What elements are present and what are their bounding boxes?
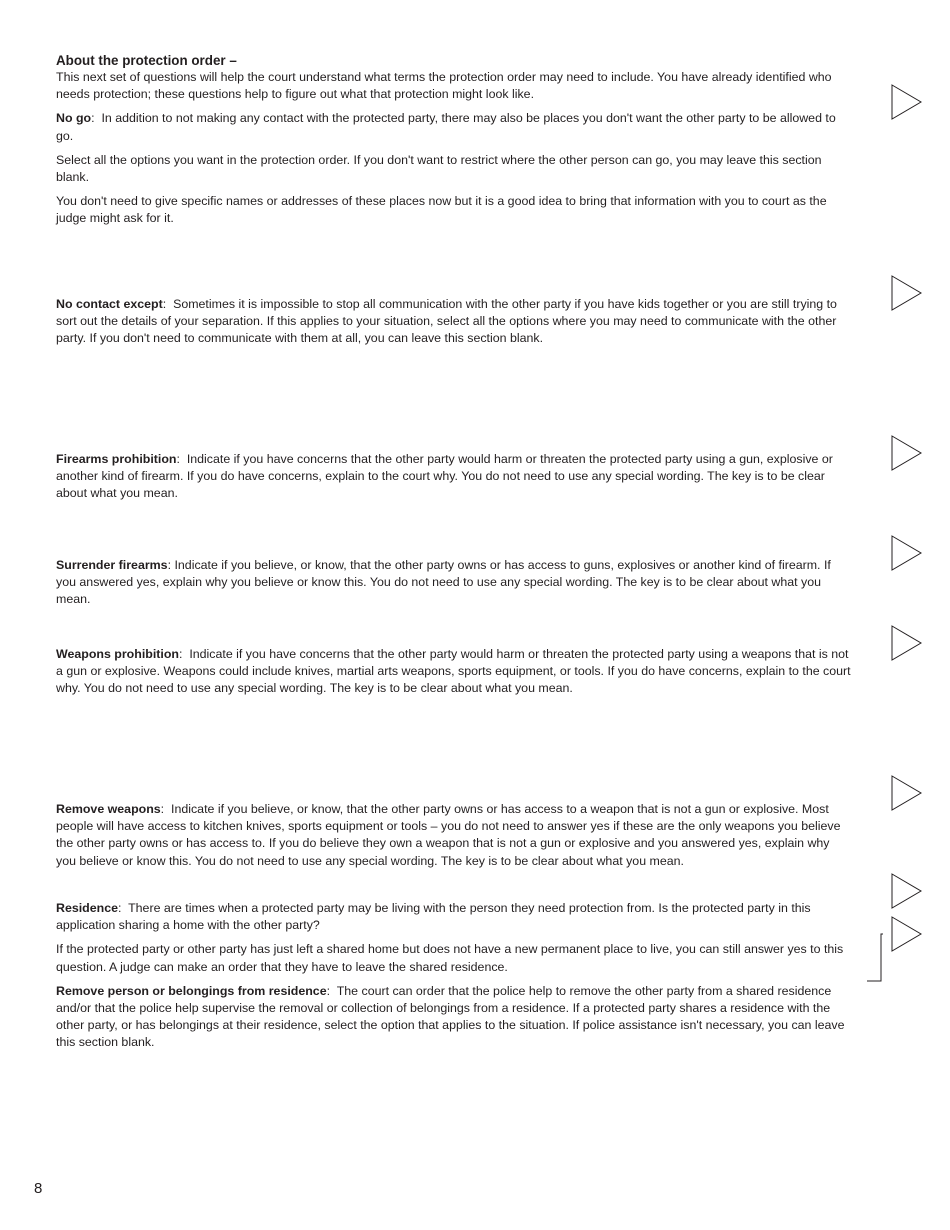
- remove-weapons-label: Remove weapons: [56, 802, 161, 816]
- no-contact-text: Sometimes it is impossible to stop all communication with the other party if you have kids together or you are still trying to sort out the details of your separation. If this applies to your situation, select all the options where you may need to communicate with the other party. If you don't need to communicate with them at all, you can leave this section blank.: [56, 297, 837, 346]
- no-go-p2: Select all the options you want in the protection order. If you don't want to restrict where the other person can go, you may leave this section blank.: [56, 152, 822, 185]
- about-section: [56, 53, 852, 235]
- no-contact-section: No contact except: Sometimes it is impossible to stop all communication with the other party if you have kids together or you are still trying to sort out the details of your separation. If this applies to your situation, select all the options where you may need to communicate with the other party. If you don't need to communicate with them at all, you can leave this section blank.: [56, 297, 837, 346]
- about-intro: This next set of questions will help the court understand what terms the protection order may need to include. You have already identified who needs protection; these questions help to figure out what that protection might look like.: [56, 70, 832, 102]
- residence-p2: If the protected party or other party has just left a shared home but does not have a new permanent place to live, you can still answer yes to this question. A judge can make an order that they have to leave the shared residence.: [56, 942, 844, 974]
- remove-weapons-section: Remove weapons: Indicate if you believe, or know, that the other party owns or has access to a weapon that is not a gun or explosive. Most people will have access to kitchen knives, sports equipment or tools – you do not need to answer yes if these are the only weapons you believe the other party owns or has access to. If you do believe they own a weapon that is not a gun or explosive and you answered yes, explain why you believe or know this. You do not need to use any special wording. The key is to be clear about what you mean.: [56, 802, 841, 868]
- weapons-text: Indicate if you have concerns that the other party would harm or threaten the protected party using a weapons that is not a gun or explosive. Weapons could include knives, martial arts weapons, sports equipment, or tools. If you do have concerns, explain to the court why. You do not need to use any special wording. The key is to be clear about what you mean.: [56, 647, 851, 696]
- residence-label: Residence: [56, 901, 118, 915]
- weapons-section: Weapons prohibition: Indicate if you have concerns that the other party would harm or threaten the protected party using a weapons that is not a gun or explosive. Weapons could include knives, martial arts weapons, sports equipment, or tools. If you do have concerns, explain to the court why. You do not need to use any special wording. The key is to be clear about what you mean.: [56, 647, 851, 696]
- next-arrow-residence[interactable]: [891, 873, 923, 909]
- next-arrow-firearms[interactable]: [891, 435, 923, 471]
- next-arrow-remove-weapons[interactable]: [891, 775, 923, 811]
- remove-person-label: Remove person or belongings from residence: [56, 983, 327, 998]
- firearms-label: Firearms prohibition: [56, 452, 177, 466]
- no-go-p3: You don't need to give specific names or addresses of these places now but it is a good idea to bring that information with you to court as the judge might ask for it.: [56, 194, 827, 226]
- next-arrow-surrender[interactable]: [891, 535, 923, 571]
- next-arrow-no-go[interactable]: [891, 84, 923, 120]
- next-arrow-remove-person[interactable]: [891, 916, 923, 952]
- weapons-label: Weapons prohibition: [56, 647, 179, 661]
- firearms-section: Firearms prohibition: Indicate if you have concerns that the other party would harm or threaten the protected party using a gun, explosive or another kind of firearm. If you do have concerns, explain to the court why. You do not need to use any special wording. The key is to be clear about what you mean.: [56, 452, 833, 501]
- remove-person-text: The court can order that the police help to remove the other party from a shared residence and/or that the police help supervise the removal or collection of belongings from a residence. If a protected party shares a residence with the other party, or has belongings at their residence, select the option that applies to the situation. If police assistance isn't necessary, you can leave this section blank.: [56, 983, 845, 1050]
- no-contact-label: No contact except: [56, 297, 163, 311]
- no-go-text: In addition to not making any contact with the protected party, there may also be places you don't want the other party to be allowed to go.: [56, 111, 836, 143]
- connector-bracket: [866, 933, 884, 983]
- residence-section: Residence: There are times when a protected party may be living with the person they need protection from. Is the protected party in this application sharing a home with the other party? If the protected party or other party has just left a shared home but does not have a new permanent place to live, you can still answer yes to this question. A judge can make an order that they have to leave the shared residence. Remove person or belongings from residence: The court can order that the police help to remove the other party from a shared residence and/or that the police help supervise the removal or collection of belongings from a residence. If a protected party shares a residence with the other party, or has belongings at their residence, select the option that applies to the situation. If police assistance isn't necessary, you can leave this section blank.: [56, 900, 852, 1059]
- no-go-paragraph: No go: In addition to not making any contact with the protected party, there may also be places you don't want the other party to be allowed to go.: [56, 111, 836, 143]
- section-title: About the protection order –: [56, 53, 237, 68]
- firearms-text: Indicate if you have concerns that the other party would harm or threaten the protected party using a gun, explosive or another kind of firearm. If you do have concerns, explain to the court why. You do not need to use any special wording. The key is to be clear about what you mean.: [56, 452, 833, 501]
- next-arrow-weapons[interactable]: [891, 625, 923, 661]
- residence-text: There are times when a protected party may be living with the person they need protection from. Is the protected party in this application sharing a home with the other party?: [56, 901, 811, 933]
- no-go-label: No go: [56, 111, 92, 126]
- surrender-label: Surrender firearms: [56, 558, 168, 572]
- page-number: 8: [34, 1180, 43, 1197]
- surrender-section: Surrender firearms: Indicate if you believe, or know, that the other party owns or has access to guns, explosives or another kind of firearm. If you answered yes, explain why you believe or know this. You do not need to use any special wording. The key is to be clear about what you mean.: [56, 558, 831, 607]
- next-arrow-no-contact[interactable]: [891, 275, 923, 311]
- remove-weapons-text: Indicate if you believe, or know, that the other party owns or has access to a weapon that is not a gun or explosive. Most people will have access to kitchen knives, sports equipment or tools – you do not need to answer yes if these are the only weapons you believe the other party owns or has access to. If you do believe they own a weapon that is not a gun or explosive and you answered yes, explain why you believe or know this. You do not need to use any special wording. The key is to be clear about what you mean.: [56, 802, 841, 868]
- surrender-text: Indicate if you believe, or know, that the other party owns or has access to guns, explosives or another kind of firearm. If you answered yes, explain why you believe or know this. You do not need to use any special wording. The key is to be clear about what you mean.: [56, 558, 831, 607]
